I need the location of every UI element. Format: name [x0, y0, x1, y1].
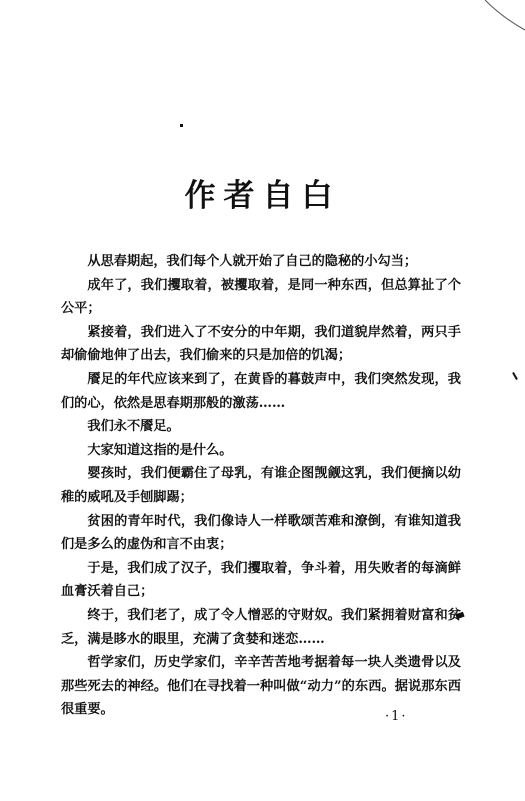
paragraph: 我们永不餍足。 [87, 419, 180, 435]
preface-body [61, 250, 461, 722]
scan-speck [512, 372, 518, 380]
scan-speck [180, 124, 183, 127]
paragraph: 婴孩时，我们便霸住了母乳，有谁企图觊觎这乳，我们便摘以幼稚的威吼及手刨脚踢； [61, 466, 461, 505]
paragraph: 紧接着，我们进入了不安分的中年期，我们道貌岸然着，两只手却偷偷地伸了出去，我们偷来的只是加倍的饥渴； [61, 324, 461, 364]
paragraph: 于是，我们成了汉子，我们攫取着，争斗着，用失败者的每滴鲜血膏沃着自己； [61, 560, 461, 600]
page-number: ·1· [385, 709, 408, 724]
paragraph: 餍足的年代应该来到了，在黄昏的暮鼓声中，我们突然发现，我们的心，依然是思春期那般的激荡…… [61, 371, 461, 411]
paragraph: 终于，我们老了，成了令人憎恶的守财奴。我们紧拥着财富和贫乏，满是眵水的眼里，充满了贪婪和迷恋…… [61, 607, 461, 647]
paragraph: 成年了，我们攫取着，被攫取着，是同一种东西，但总算扯了个公平； [61, 277, 461, 317]
paragraph: 贫困的青年时代，我们像诗人一样歌颂苦难和潦倒，有谁知道我们是多么的虚伪和言不由衷； [61, 513, 461, 553]
paragraph: 大家知道这指的是什么。 [87, 442, 233, 458]
scan-edge-curve [455, 0, 525, 60]
paragraph: 从思春期起，我们每个人就开始了自己的隐秘的小勾当； [87, 254, 418, 269]
page-title: 作者自白 [184, 178, 341, 214]
paragraph: 哲学家们，历史学家们，辛辛苦苦地考据着每一块人类遗骨以及那些死去的神经。他们在寻找着一种叫做“动力”的东西。据说那东西很重要。 [61, 655, 461, 718]
